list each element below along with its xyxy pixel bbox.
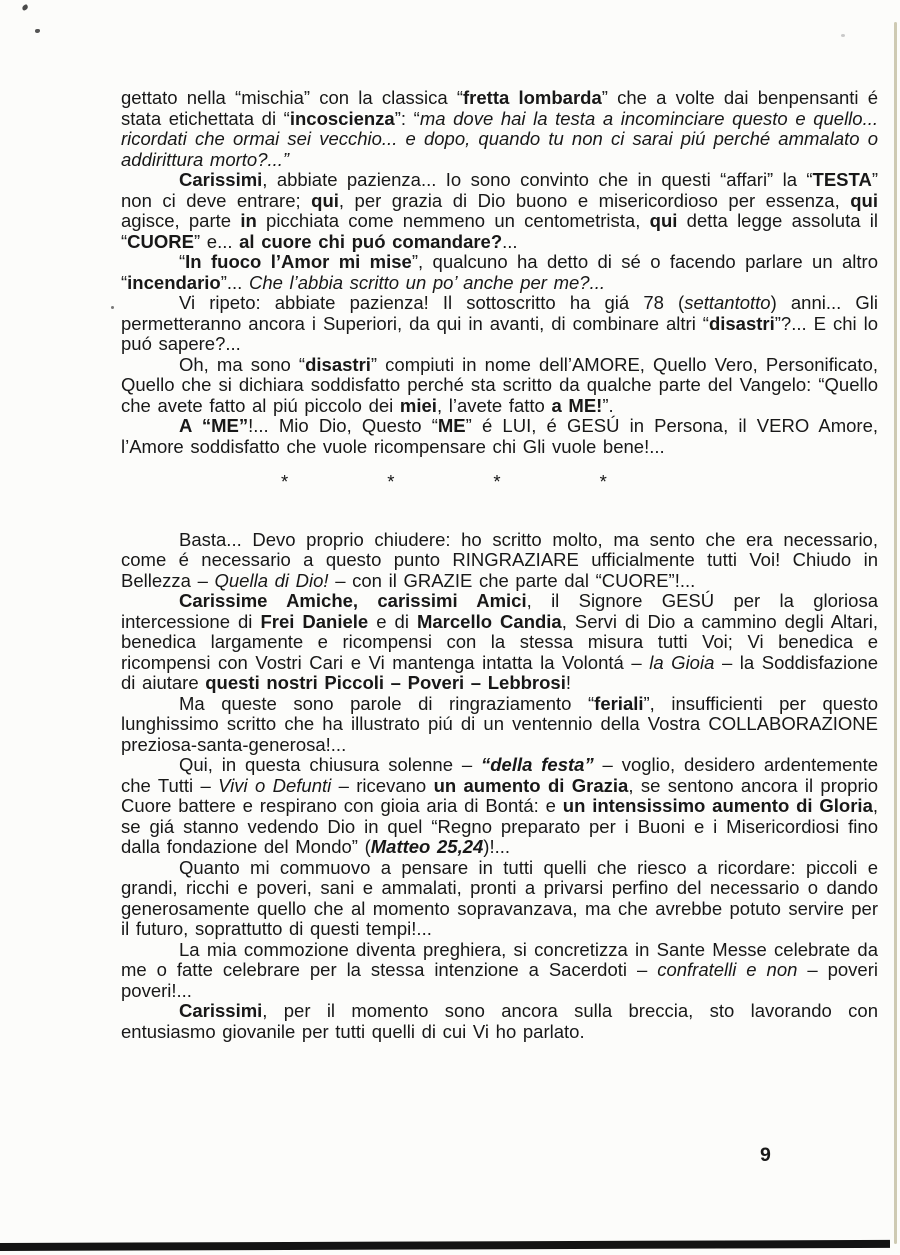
section-separator	[121, 472, 878, 493]
text-segment: – ricevano	[331, 774, 434, 796]
text-segment: detta legge assoluta il “	[121, 210, 878, 252]
text-segment: confratelli e non	[657, 959, 798, 980]
text-segment: , il Signore GESÚ per la gloriosa intercessione di	[121, 590, 878, 632]
separator-asterisk: *	[281, 471, 289, 492]
text-segment: qui	[311, 189, 339, 211]
document-body	[121, 88, 878, 1042]
text-segment: , per il momento sono ancora sulla breccia, sto lavorando con entusiasmo giovanile per tutti quelli di cui Vi ho parlato.	[121, 1000, 878, 1042]
text-segment: al cuore chi puó comandare?	[239, 230, 503, 252]
text-segment: a ME!	[551, 394, 603, 416]
text-segment: un intensissimo aumento di Gloria	[562, 795, 873, 816]
text-segment: – con il GRAZIE che parte dal “CUORE”!...	[328, 569, 696, 591]
text-segment: fretta lombarda	[463, 87, 602, 108]
text-segment: Carissime Amiche, carissimi Amici	[179, 590, 527, 611]
text-segment: TESTA	[812, 169, 872, 190]
text-segment: – voglio, desidero ardentemente che Tutti –	[121, 754, 878, 796]
text-segment: – poveri poveri!...	[121, 959, 878, 1001]
separator-asterisk: *	[599, 471, 607, 492]
paragraph	[121, 293, 878, 355]
text-segment: Basta... Devo proprio chiudere: ho scritto molto, ma sento che era necessario, come é necessario a questo punto RINGRAZIARE ufficialmente tutti Voi! Chiudo in Bellezza –	[121, 528, 878, 591]
text-segment: qui	[649, 210, 678, 231]
text-segment: disastri	[305, 353, 371, 375]
scan-bottom-edge-bar	[0, 1240, 890, 1251]
text-segment: ”?... E chi lo puó sapere?...	[121, 312, 878, 354]
scan-speckle	[111, 306, 114, 309]
paragraph	[121, 355, 878, 417]
paragraph	[121, 252, 878, 293]
text-segment: , Servi di Dio a cammino degli Altari, benedica largamente e ricompensi con la stessa misura tutti Voi; Vi benedica e ricompensi con Vostri Cari e Vi mantenga intatta la Volontá –	[121, 610, 879, 673]
text-segment: , per grazia di Dio buono e misericordioso per essenza,	[338, 189, 851, 211]
text-segment: , abbiate pazienza... Io sono convinto che in questi “affari” la “	[262, 169, 813, 190]
paragraph	[121, 694, 878, 756]
text-segment: CUORE	[127, 230, 194, 252]
text-segment: , se giá stanno vedendo Dio in quel “Regno preparato per i Buoni e i Misericordiosi fino dalla fondazione del Mondo” (	[121, 795, 878, 857]
text-segment: ” non ci deve entrare;	[121, 169, 878, 211]
text-segment: e di	[368, 610, 417, 632]
paragraph	[121, 755, 878, 858]
text-segment: ”: “	[394, 107, 420, 129]
text-segment: Qui, in questa chiusura solenne –	[179, 754, 481, 775]
text-segment: Ma queste sono parole di ringraziamento “	[179, 692, 595, 714]
text-segment: !	[565, 672, 571, 693]
text-segment: , se sentono ancora il proprio Cuore battere e respirano con gioia aria di Bontá: e	[121, 774, 879, 816]
scan-page-edge-line	[894, 22, 897, 1244]
paragraph	[121, 88, 878, 170]
text-segment: – la Soddisfazione di aiutare	[121, 651, 878, 693]
paragraph	[121, 591, 878, 694]
separator-asterisk: *	[387, 471, 395, 492]
text-segment: Frei Daniele	[260, 610, 369, 632]
text-segment: in	[240, 210, 257, 231]
text-segment: In fuoco l’Amor mi mise	[185, 251, 412, 272]
text-segment: Che l’abbia scritto un po’ anche per me?...	[248, 271, 606, 293]
text-segment: un aumento di Grazia	[433, 774, 629, 796]
text-segment: Quella di Dio!	[214, 569, 329, 591]
text-segment: disastri	[708, 312, 775, 334]
text-segment: ” che a volte dai benpensanti é stata etichettata di “	[121, 87, 879, 129]
text-segment: ma dove hai la testa a incominciare questo e quello... ricordati che ormai sei vecchio... e dopo, quando tu non ci sarai piú perché ammalato o addirittura morto?...”	[121, 107, 878, 170]
text-segment: Quanto mi commuovo a pensare in tutti quelli che riesco a ricordare: piccoli e grandi, ricchi e poveri, sani e ammalati, pronti a privarsi perfino del necessario o dando generosamente quello che al momento sopravanzava, ma che avrebbe potuto servire per il futuro, soprattutto di questi tempi!...	[121, 856, 878, 939]
text-segment: Carissimi	[179, 169, 263, 190]
text-segment: )!...	[483, 836, 511, 857]
text-segment: ) anni... Gli permetteranno ancora i Superiori, da qui in avanti, di combinare altri “	[121, 292, 878, 334]
paragraph	[121, 1001, 878, 1042]
text-segment: questi nostri Piccoli – Poveri – Lebbrosi	[205, 672, 566, 693]
text-segment: Vivi o Defunti	[218, 774, 332, 796]
text-segment: incoscienza	[289, 107, 395, 129]
text-segment: “della festa”	[481, 754, 594, 775]
text-segment: A “ME”	[179, 415, 249, 436]
text-segment: !... Mio Dio, Questo “	[248, 415, 438, 436]
text-segment: Marcello Candia	[416, 610, 562, 632]
text-segment: “	[179, 251, 186, 272]
text-segment: incendario	[127, 271, 221, 293]
text-segment: miei	[399, 394, 437, 416]
text-segment: ”.	[602, 394, 614, 416]
text-segment: agisce, parte	[121, 210, 241, 231]
text-segment: la Gioia	[649, 651, 715, 673]
text-segment: Matteo 25,24	[370, 836, 484, 857]
scan-speckle	[35, 29, 40, 33]
paragraph	[121, 940, 878, 1002]
text-segment: Vi ripeto: abbiate pazienza! Il sottoscritto ha giá 78 (	[179, 292, 685, 313]
text-segment: , l’avete fatto	[436, 394, 552, 416]
paragraph	[121, 530, 878, 592]
text-segment: Carissimi	[179, 1000, 263, 1021]
text-segment: ” e...	[193, 230, 240, 252]
text-segment: ” compiuti in nome dell’AMORE, Quello Vero, Personificato, Quello che si dichiara soddisfatto perché sta scritto da qualche parte del Vangelo: “Quello che avete fatto al piú piccolo dei	[121, 353, 878, 416]
text-segment: gettato nella “mischia” con la classica “	[121, 87, 464, 108]
text-segment: picchiata come nemmeno un centometrista,	[256, 210, 650, 231]
scan-speckle	[21, 4, 29, 11]
scan-speckle	[841, 34, 845, 37]
paragraph	[121, 858, 878, 940]
separator-asterisk: *	[493, 471, 501, 492]
text-segment: ”, insufficienti per questo lunghissimo scritto che ha illustrato piú di un ventennio della Vostra COLLABORAZIONE preziosa-santa-generosa!...	[121, 692, 878, 755]
text-segment: ...	[502, 230, 518, 252]
paragraph	[121, 170, 878, 252]
text-segment: Oh, ma sono “	[179, 353, 306, 375]
text-segment: ”, qualcuno ha detto di sé o facendo parlare un altro “	[121, 251, 878, 293]
text-segment: settantotto	[684, 292, 771, 313]
text-segment: ” é LUI, é GESÚ in Persona, il VERO Amore, l’Amore soddisfatto che vuole ricompensare chi Gli vuole bene!...	[121, 415, 878, 457]
text-segment: qui	[850, 189, 878, 211]
text-segment: La mia commozione diventa preghiera, si concretizza in Sante Messe celebrate da me o fatte celebrare per la stessa intenzione a Sacerdoti –	[121, 938, 878, 980]
text-segment: ”...	[220, 271, 249, 293]
text-segment: ME	[437, 415, 466, 436]
page-number: 9	[760, 1144, 771, 1166]
text-segment: feriali	[594, 692, 644, 714]
paragraph	[121, 416, 878, 457]
